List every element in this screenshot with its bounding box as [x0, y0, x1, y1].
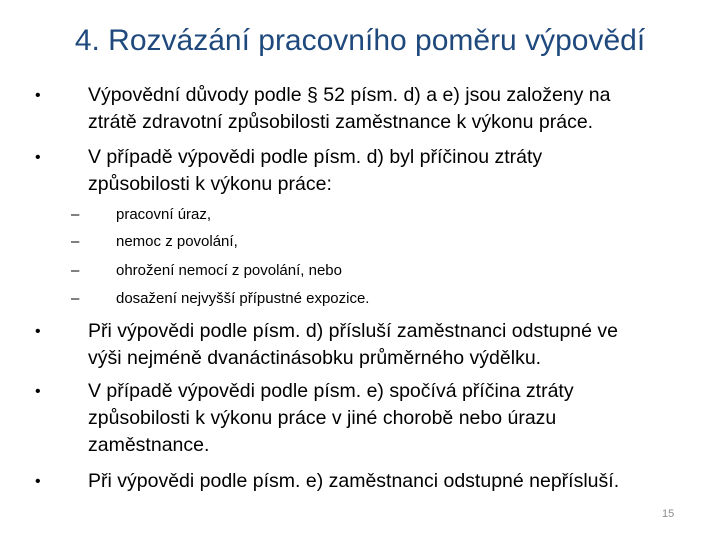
bullet-item — [35, 378, 574, 459]
bullet-line: způsobilosti k výkonu práce: — [88, 173, 332, 195]
bullet-marker: • — [35, 323, 41, 340]
bullet-marker: • — [35, 149, 41, 166]
bullet-line: V případě výpovědi podle písm. d) byl příčinou ztráty — [88, 146, 543, 168]
bullet-item — [35, 318, 619, 372]
bullet-line: Při výpovědi podle písm. e) zaměstnanci odstupné nepřísluší. — [88, 470, 620, 492]
dash-marker: – — [71, 206, 80, 223]
bullet-marker: • — [35, 473, 41, 490]
bullet-line: ztrátě zdravotní způsobilosti zaměstnance k výkonu práce. — [88, 111, 594, 133]
sub-item — [71, 259, 342, 283]
dash-marker: – — [71, 262, 80, 279]
bullet-line: Při výpovědi podle písm. d) přísluší zaměstnanci odstupné ve — [88, 320, 619, 342]
slide-title: 4. Rozvázání pracovního poměru výpovědí — [74, 24, 646, 57]
sub-item-text: nemoc z povolání, — [116, 233, 238, 250]
sub-item-text: ohrožení nemocí z povolání, nebo — [116, 262, 342, 279]
bullet-marker: • — [35, 87, 41, 104]
bullet-marker: • — [35, 383, 41, 400]
bullet-line: Výpovědní důvody podle § 52 písm. d) a e) jsou založeny na — [88, 84, 611, 106]
bullet-line: zaměstnance. — [88, 434, 210, 456]
sub-item-text: pracovní úraz, — [116, 206, 212, 223]
page-number: 15 — [662, 508, 675, 520]
sub-item — [71, 203, 212, 227]
sub-item — [71, 230, 238, 254]
dash-marker: – — [71, 233, 80, 250]
sub-item-text: dosažení nejvyšší přípustné expozice. — [116, 290, 370, 307]
bullet-line: způsobilosti k výkonu práce v jiné chorobě nebo úrazu — [88, 407, 557, 429]
sub-item — [71, 287, 370, 311]
bullet-line: výši nejméně dvanáctinásobku průměrného výdělku. — [88, 347, 542, 369]
bullet-item — [35, 468, 620, 495]
dash-marker: – — [71, 290, 80, 307]
bullet-item — [35, 144, 543, 198]
bullet-line: V případě výpovědi podle písm. e) spočívá příčina ztráty — [88, 380, 574, 402]
bullet-item — [35, 82, 611, 136]
